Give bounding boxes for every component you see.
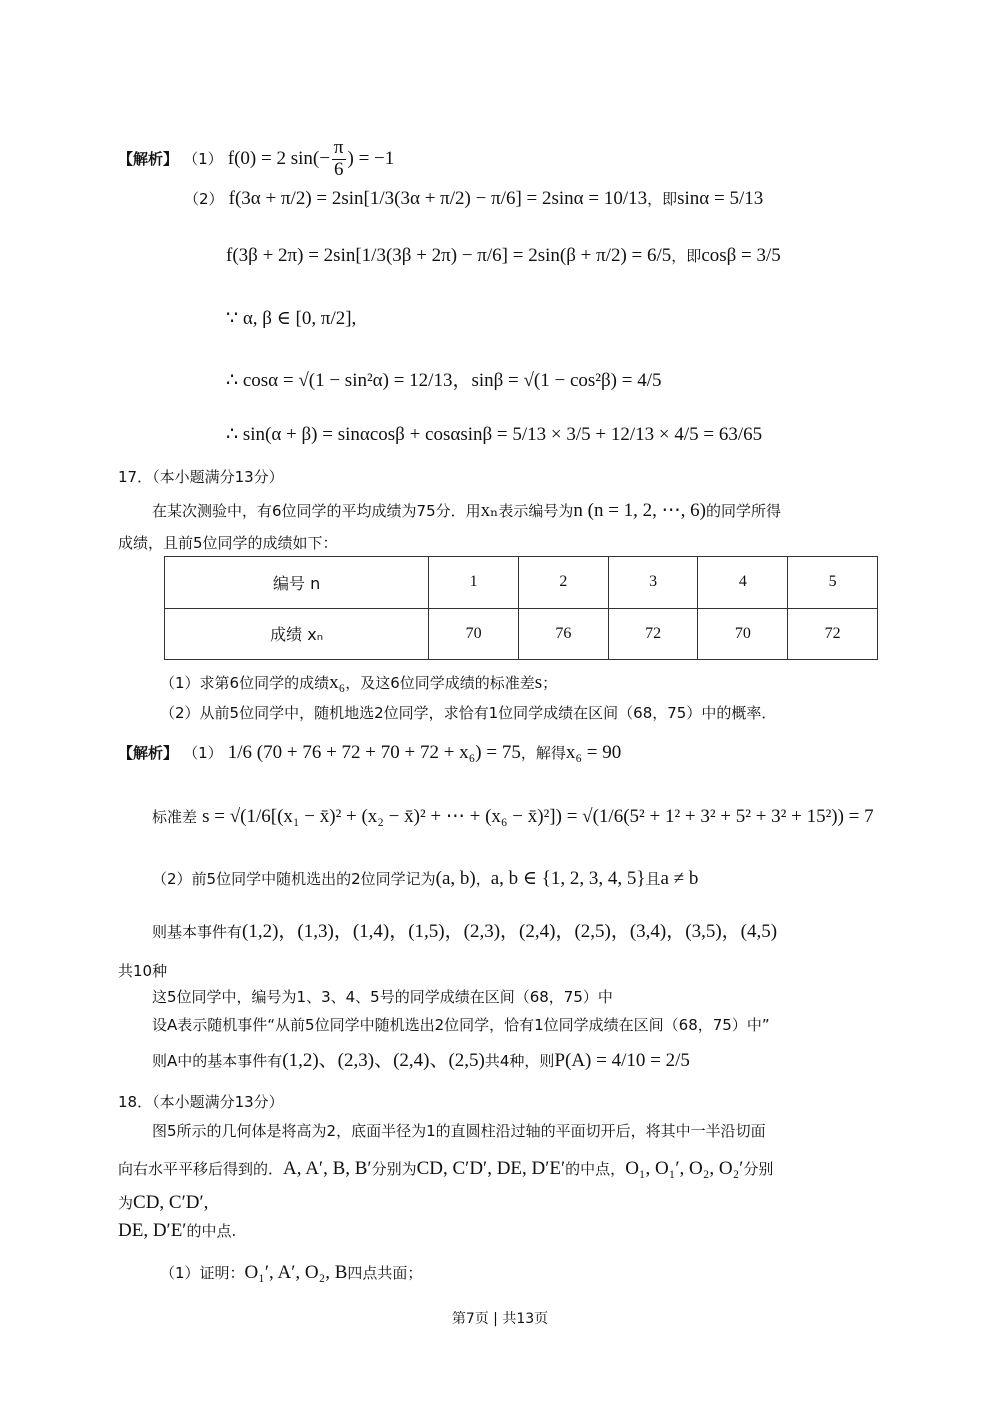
question-17-ask-2: （2）从前5位同学中，随机地选2位同学，求恰有1位同学成绩在区间（68，75）中的概率． [160, 704, 777, 722]
page-footer: 第7页 | 共13页 [451, 1311, 549, 1327]
scores-table [164, 556, 878, 660]
solution-17-events: 则基本事件有(1,2)，(1,3)，(1,4)，(1,5)，(2,3)，(2,4)，(2,5)，(3,4)，(3,5)，(4,5) [152, 921, 778, 942]
question-18-header: 18．（本小题满分13分） [118, 1093, 284, 1111]
solution-16-because: ∵ α, β ∈ [0, π/2], [226, 308, 357, 329]
table-cell: 70 [429, 608, 519, 660]
table-cell: 3 [608, 557, 698, 609]
fraction: $\frac{\pi}{6}$ [333, 137, 344, 180]
solution-17-p2: （2）前5位同学中随机选出的2位同学记为(a, b)，a, b ∈ {1, 2, 3, 4, 5}且a ≠ b [152, 868, 699, 889]
solution-17-note-2: 设A表示随机事件“从前5位同学中随机选出2位同学，恰有1位同学成绩在区间（68，75）中” [152, 1016, 770, 1034]
solution-16-p2-line1: （2） f(3α + π/2) = 2sin[1/3(3α + π/2) − π/6] = 2sinα = 10/13，即sinα = 5/13 [184, 188, 764, 209]
solution-17-note-1: 这5位同学中，编号为1、3、4、5号的同学成绩在区间（68，75）中 [152, 988, 613, 1006]
solution-17-count: 共10种 [118, 962, 168, 980]
question-17-header: 17．（本小题满分13分） [118, 468, 284, 486]
question-18-stem-3: 为CD, C′D′, [118, 1192, 209, 1213]
solution-16-cos-alpha: ∴ cosα = √(1 − sin²α) = 12/13，sinβ = √(1 − cos²β) = 4/5 [226, 370, 662, 391]
question-18-stem-1: 图5所示的几何体是将高为2，底面半径为1的直圆柱沿过轴的平面切开后，将其中一半沿切面 [152, 1122, 766, 1140]
question-17-ask-1: （1）求第6位同学的成绩x₆，及这6位同学成绩的标准差s； [160, 672, 558, 693]
table-row [165, 608, 878, 660]
question-18-ask-1: （1）证明：O₁′, A′, O₂, B四点共面； [160, 1262, 423, 1283]
solution-17-note-3: 则A中的基本事件有(1,2)、(2,3)、(2,4)、(2,5)共4种，则P(A) = 4/10 = 2/5 [152, 1050, 690, 1071]
solution-16-p2-line2: f(3β + 2π) = 2sin[1/3(3β + 2π) − π/6] = 2sin(β + π/2) = 6/5，即cosβ = 3/5 [226, 245, 781, 266]
solution-16-sum: ∴ sin(α + β) = sinαcosβ + cosαsinβ = 5/13 × 3/5 + 12/13 × 4/5 = 63/65 [226, 424, 763, 445]
solution-tag: 【解析】 [118, 149, 179, 168]
question-18-stem-4: DE, D′E′的中点. [118, 1220, 237, 1241]
table-cell: 70 [698, 608, 788, 660]
question-17-stem-1: 在某次测验中，有6位同学的平均成绩为75分．用xₙ表示编号为n (n = 1, 2, ⋯, 6)的同学所得 [152, 500, 782, 521]
solution-17-std: 标准差 s = √(1/6[(x₁ − x̄)² + (x₂ − x̄)² + ⋯ + (x₆ − x̄)²]) = √(1/6(5² + 1² + 3² + 5² + 3² + 15²)) = 7 [152, 806, 874, 827]
table-cell: 72 [788, 608, 878, 660]
table-cell: 2 [518, 557, 608, 609]
table-cell: 1 [429, 557, 519, 609]
table-cell: 4 [698, 557, 788, 609]
table-cell: 72 [608, 608, 698, 660]
question-17-stem-2: 成绩，且前5位同学的成绩如下： [118, 534, 338, 552]
table-row [165, 557, 878, 609]
solution-16-p1: 【解析】 （1） f(0) = 2 sin(− $\frac{\pi}{6}$ ) = −1 [118, 137, 395, 180]
solution-tag: 【解析】 [118, 744, 179, 762]
row-label-id: 编号 n [165, 557, 429, 609]
table-cell: 5 [788, 557, 878, 609]
row-label-score: 成绩 xₙ [165, 608, 429, 660]
question-18-stem-2: 向右水平平移后得到的．A, A′, B, B′分别为CD, C′D′, DE, D′E′的中点，O₁, O₁′, O₂, O₂′分别 [118, 1158, 774, 1179]
solution-17-p1: 【解析】 （1） 1/6 (70 + 76 + 72 + 70 + 72 + x₆) = 75，解得x₆ = 90 [118, 742, 622, 763]
table-cell: 76 [518, 608, 608, 660]
